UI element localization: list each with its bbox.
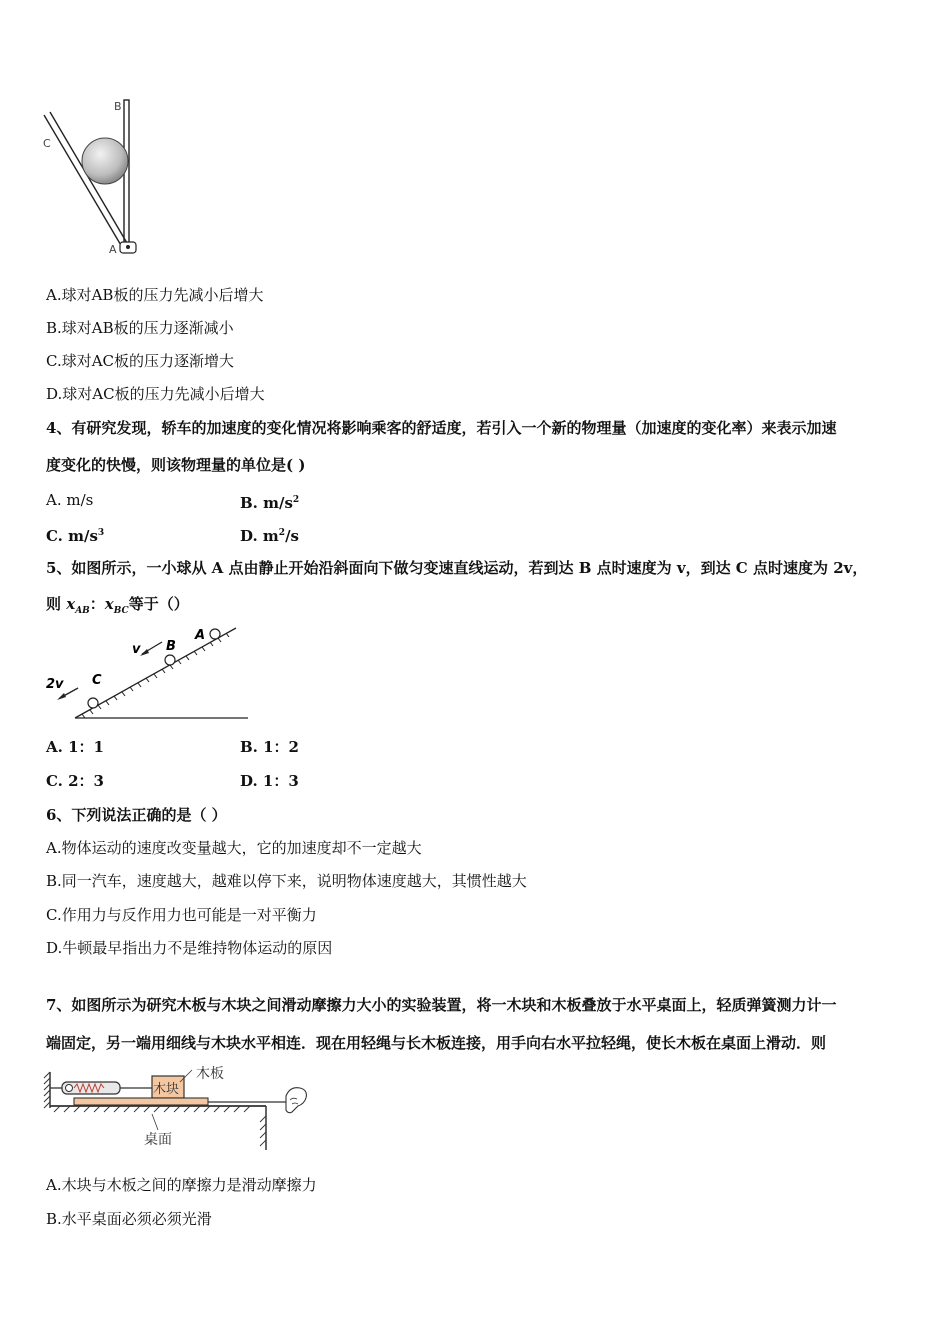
- friction-apparatus-figure: [40, 1060, 320, 1155]
- q5-stem-line2: 则 $x_{AB}$：$x_{BC}$等于（）: [46, 595, 189, 616]
- label-a: A: [109, 243, 117, 256]
- q4-option-c: C. $m/s^3$: [46, 527, 105, 545]
- board-label: 木板: [196, 1066, 224, 1082]
- q7-stem-line1: 7、如图所示为研究木板与木块之间滑动摩擦力大小的实验装置，将一木块和木板叠放于水平桌面上，轻质弹簧测力计一: [46, 996, 837, 1014]
- q5-stem-line1: 5、如图所示，一小球从 A 点由静止开始沿斜面向下做匀变速直线运动，若到达 B 点时速度为 v，到达 C 点时速度为 2v，: [46, 559, 868, 577]
- q7-stem-line2: 端固定，另一端用细线与木块水平相连．现在用轻绳与长木板连接，用手向右水平拉轻绳，使长木板在桌面上滑动．则: [46, 1034, 827, 1052]
- q6-option-d: D.牛顿最早指出力不是维持物体运动的原因: [46, 939, 333, 957]
- label-2v: 2v: [46, 677, 64, 692]
- q6-option-b: B.同一汽车，速度越大，越难以停下来，说明物体速度越大，其惯性越大: [46, 872, 527, 890]
- q6-stem: 6、下列说法正确的是（ ）: [46, 806, 227, 824]
- label-v: v: [132, 642, 141, 657]
- q3-option-d: D.球对AC板的压力先减小后增大: [46, 385, 265, 403]
- q4-option-b: B. $m/s^2$: [240, 494, 300, 512]
- q5-option-c: C. 2：3: [46, 772, 104, 790]
- q4-stem-line2: 度变化的快慢，则该物理量的单位是( ): [46, 456, 306, 474]
- q3-option-a: A.球对AB板的压力先减小后增大: [46, 286, 264, 304]
- q7-option-b: B.水平桌面必须必须光滑: [46, 1210, 212, 1228]
- ball-c: [88, 698, 98, 708]
- table-label: 桌面: [144, 1132, 172, 1148]
- wood-board: [74, 1098, 208, 1105]
- ball-a: [210, 629, 220, 639]
- q6-option-a: A.物体运动的速度改变量越大，它的加速度却不一定越大: [46, 839, 422, 857]
- q5-option-a: A. 1：1: [46, 738, 104, 756]
- label-c: C: [43, 137, 51, 150]
- q3-option-b: B.球对AB板的压力逐渐减小: [46, 319, 234, 337]
- ball: [82, 138, 128, 184]
- block-label: 木块: [153, 1082, 180, 1097]
- q4-option-d: D. $m^2/s$: [240, 527, 299, 545]
- incline-figure: [40, 622, 255, 727]
- ball-boards-figure: [40, 95, 150, 260]
- label-b: B: [114, 100, 122, 113]
- hand-icon: [286, 1088, 306, 1113]
- ball-b: [165, 655, 175, 665]
- q4-stem-line1: 4、有研究发现，轿车的加速度的变化情况将影响乘客的舒适度，若引入一个新的物理量（加速度的变化率）来表示加速: [46, 419, 837, 437]
- label-a: A: [195, 628, 206, 643]
- q4-option-a: A. m/s: [46, 491, 94, 509]
- label-b: B: [166, 639, 176, 654]
- q7-option-a: A.木块与木板之间的摩擦力是滑动摩擦力: [46, 1176, 317, 1194]
- q6-option-c: C.作用力与反作用力也可能是一对平衡力: [46, 906, 317, 924]
- q3-option-c: C.球对AC板的压力逐渐增大: [46, 352, 235, 370]
- label-c: C: [92, 673, 102, 688]
- q5-option-d: D. 1：3: [240, 772, 299, 790]
- q5-option-b: B. 1：2: [240, 738, 299, 756]
